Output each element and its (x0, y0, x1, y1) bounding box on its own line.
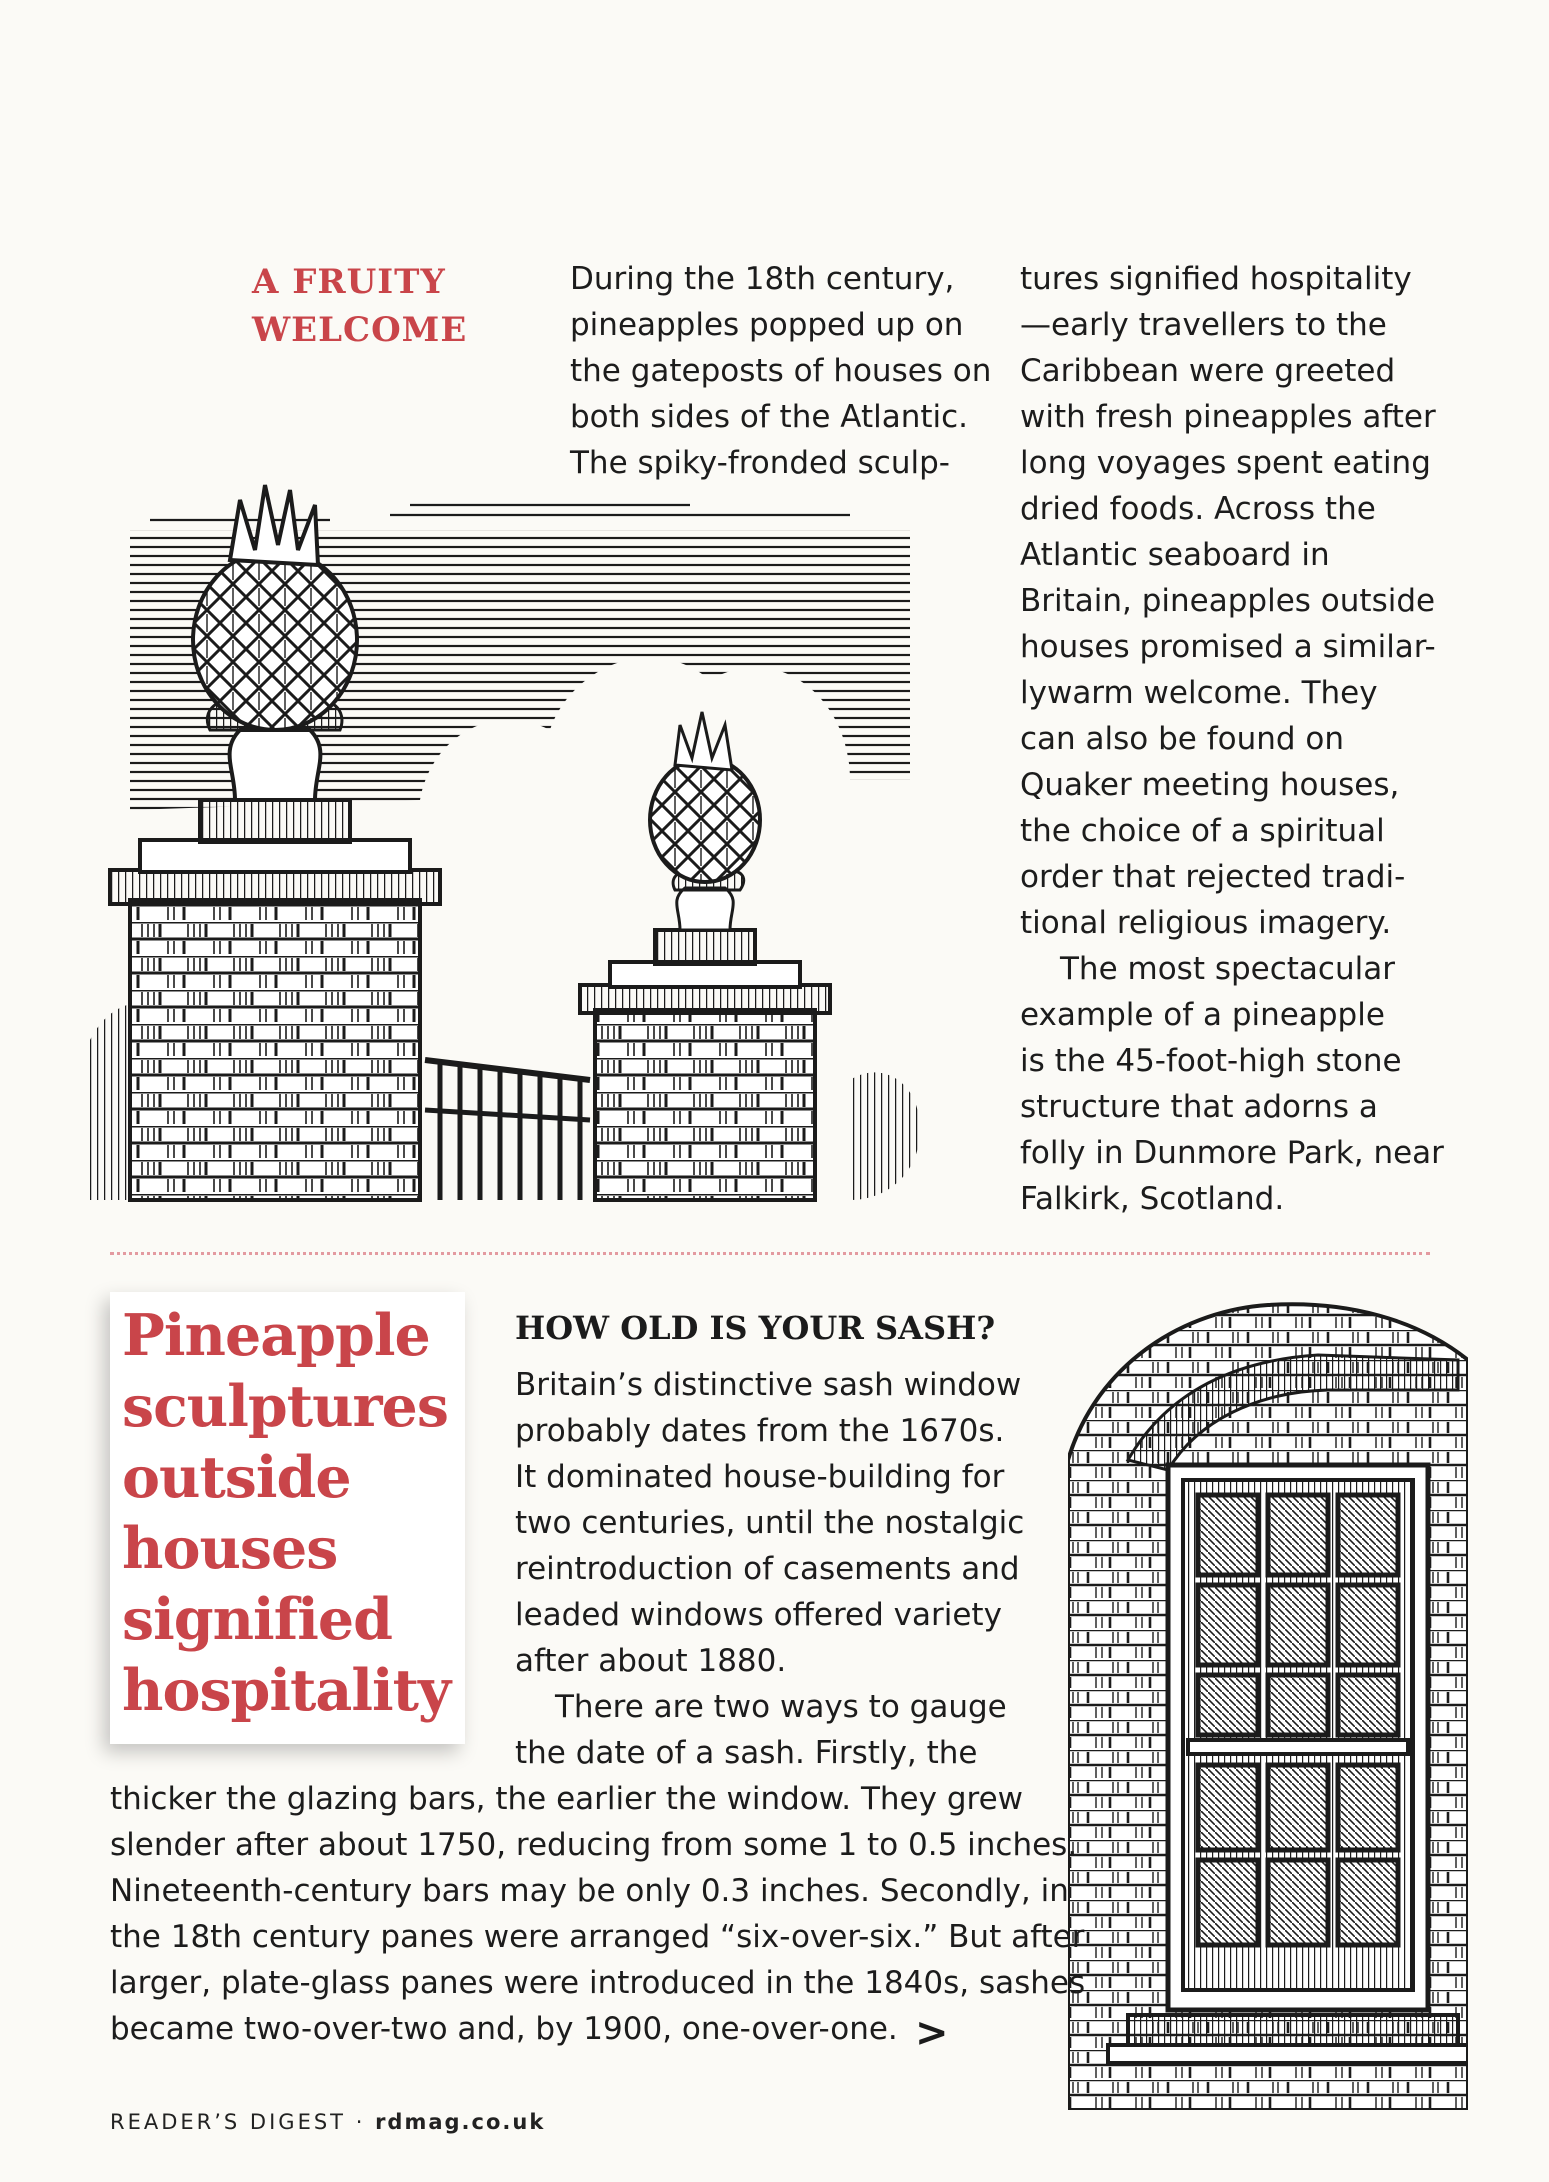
text-line: During the 18th century, (570, 261, 955, 297)
website-url: rdmag.co.uk (375, 2110, 546, 2134)
text-line: Quaker meeting houses, (1020, 767, 1400, 803)
section-kicker-fruity-welcome (252, 258, 512, 354)
text-line: houses promised a similar- (1020, 629, 1436, 665)
text-line: long voyages spent eating (1020, 445, 1431, 481)
sash-window-illustration (1068, 1300, 1468, 2110)
text-line: leaded windows offered variety (515, 1597, 1002, 1633)
text-line: Atlantic seaboard in (1020, 537, 1330, 573)
text-line: Falkirk, Scotland. (1020, 1181, 1285, 1217)
pull-quote-line: outside (122, 1444, 351, 1511)
pull-quote-line: sculptures (122, 1373, 448, 1440)
text-line: became two-over-two and, by 1900, one-over-one. (110, 2011, 898, 2047)
text-line: Britain’s distinctive sash window (515, 1367, 1022, 1403)
section-divider (110, 1252, 1430, 1255)
continue-arrow-icon: > (915, 2010, 949, 2056)
text-line: the gateposts of houses on (570, 353, 992, 389)
text-line: thicker the glazing bars, the earlier the window. They grew (110, 1781, 1024, 1817)
text-line: The spiky-fronded sculp- (570, 445, 950, 481)
article-column-3 (515, 1362, 1024, 1776)
text-line: —early travellers to the (1020, 307, 1387, 343)
text-line: dried foods. Across the (1020, 491, 1376, 527)
text-line: with fresh pineapples after (1020, 399, 1436, 435)
article-column-2 (1020, 256, 1450, 1222)
publication-name: READER’S DIGEST (110, 2110, 346, 2134)
text-line: after about 1880. (515, 1643, 787, 1679)
text-line: both sides of the Atlantic. (570, 399, 969, 435)
pull-quote-line: signified (122, 1586, 392, 1653)
kicker-line: WELCOME (252, 310, 468, 350)
text-line: two centuries, until the nostalgic (515, 1505, 1025, 1541)
pull-quote-line: houses (122, 1515, 338, 1582)
text-line: It dominated house-building for (515, 1459, 1005, 1495)
text-line: Caribbean were greeted (1020, 353, 1396, 389)
pull-quote (110, 1292, 465, 1726)
article-column-1 (570, 256, 990, 486)
text-line: is the 45-foot-high stone (1020, 1043, 1402, 1079)
text-line: can also be found on (1020, 721, 1345, 757)
pineapple-gateposts-illustration (90, 480, 970, 1210)
text-line: folly in Dunmore Park, near (1020, 1135, 1444, 1171)
text-line: Britain, pineapples outside (1020, 583, 1436, 619)
text-line: probably dates from the 1670s. (515, 1413, 1005, 1449)
text-line: pineapples popped up on (570, 307, 964, 343)
kicker-line: A FRUITY (252, 262, 446, 302)
text-line: the date of a sash. Firstly, the (515, 1735, 978, 1771)
text-line: lywarm welcome. They (1020, 675, 1378, 711)
text-line: There are two ways to gauge (555, 1689, 1007, 1725)
text-line: slender after about 1750, reducing from some 1 to 0.5 inches. (110, 1827, 1078, 1863)
text-line: tures signified hospitality (1020, 261, 1412, 297)
text-line: order that rejected tradi- (1020, 859, 1406, 895)
pull-quote-line: hospitality (122, 1657, 451, 1724)
footer-separator: · (355, 2110, 366, 2134)
text-line: example of a pineapple (1020, 997, 1385, 1033)
text-line: larger, plate-glass panes were introduced in the 1840s, sashes (110, 1965, 1086, 2001)
text-line: structure that adorns a (1020, 1089, 1378, 1125)
text-line: The most spectacular (1060, 951, 1395, 987)
text-line: reintroduction of casements and (515, 1551, 1020, 1587)
text-line: the 18th century panes were arranged “six-over-six.” But after (110, 1919, 1085, 1955)
pull-quote-box (110, 1292, 465, 1744)
text-line: Nineteenth-century bars may be only 0.3 inches. Secondly, in (110, 1873, 1069, 1909)
text-line: the choice of a spiritual (1020, 813, 1385, 849)
pull-quote-line: Pineapple (122, 1302, 430, 1369)
section-heading-sash: HOW OLD IS YOUR SASH? (515, 1309, 996, 1347)
text-line: tional religious imagery. (1020, 905, 1392, 941)
page-footer (110, 2110, 545, 2134)
